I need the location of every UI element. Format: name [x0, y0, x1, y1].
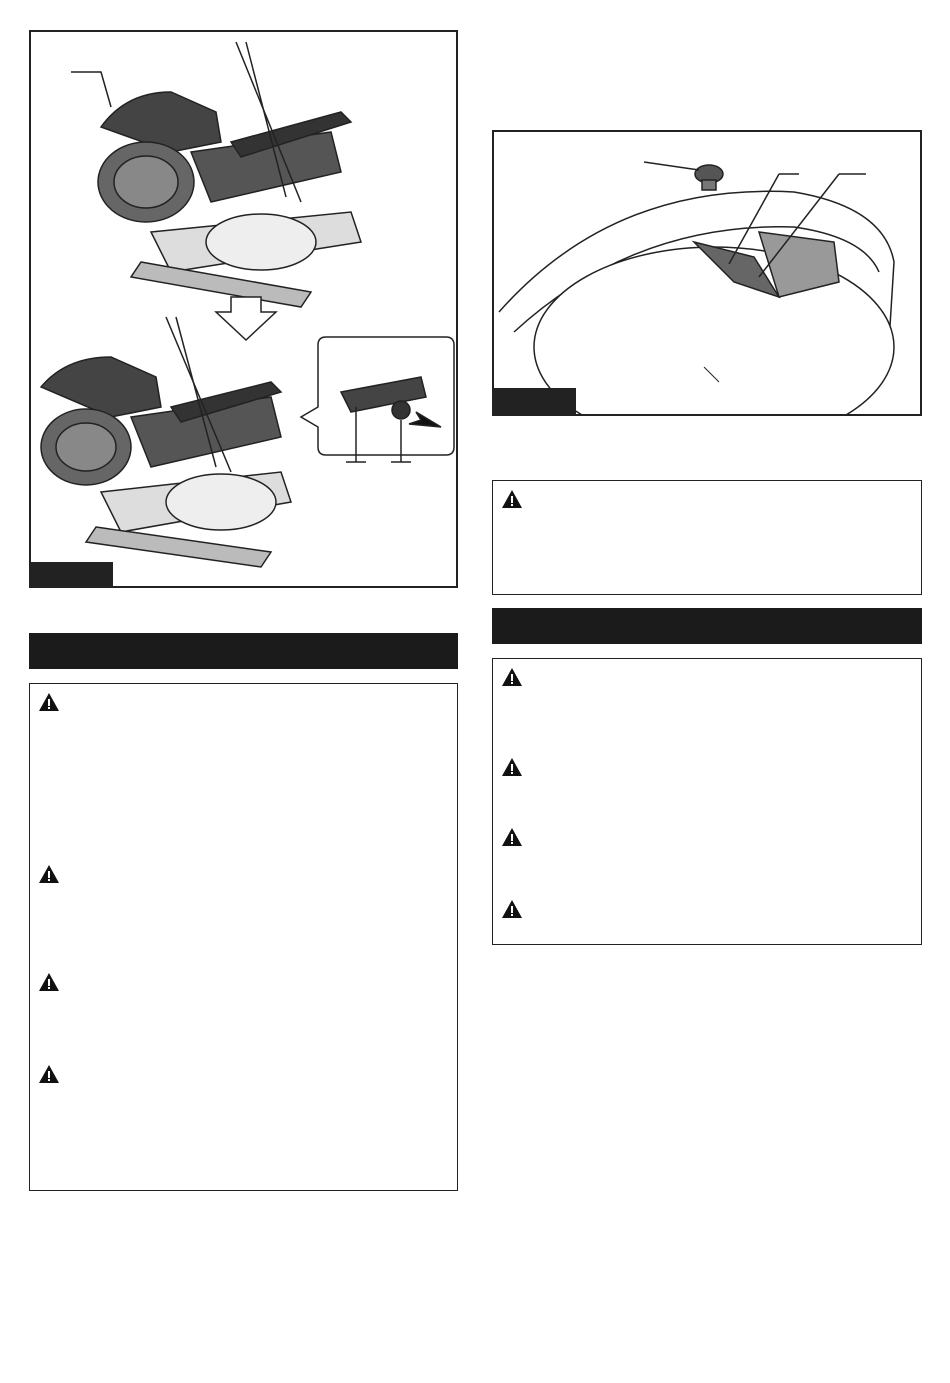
down-arrow-icon	[216, 297, 276, 340]
warning-box-right-bottom	[492, 658, 922, 945]
warning-triangle-icon	[38, 1064, 60, 1084]
warning-triangle-icon	[501, 757, 523, 777]
warning-triangle-icon	[501, 827, 523, 847]
warning-triangle-icon	[501, 667, 523, 687]
section-header-right	[492, 608, 922, 644]
warning-triangle-icon	[501, 899, 523, 919]
warning-triangle-icon	[38, 864, 60, 884]
figure-number-tag	[31, 562, 113, 586]
warning-box-left	[29, 683, 458, 1191]
warning-triangle-icon	[38, 692, 60, 712]
figure-panel-left	[29, 30, 458, 588]
warning-triangle-icon	[501, 489, 523, 509]
section-header-left	[29, 633, 458, 669]
blade-guard-illustration	[494, 132, 920, 414]
miter-saw-illustration	[31, 32, 456, 586]
warning-box-right-top	[492, 480, 922, 595]
warning-triangle-icon	[38, 972, 60, 992]
figure-panel-right	[492, 130, 922, 416]
figure-number-tag-right	[494, 388, 576, 414]
